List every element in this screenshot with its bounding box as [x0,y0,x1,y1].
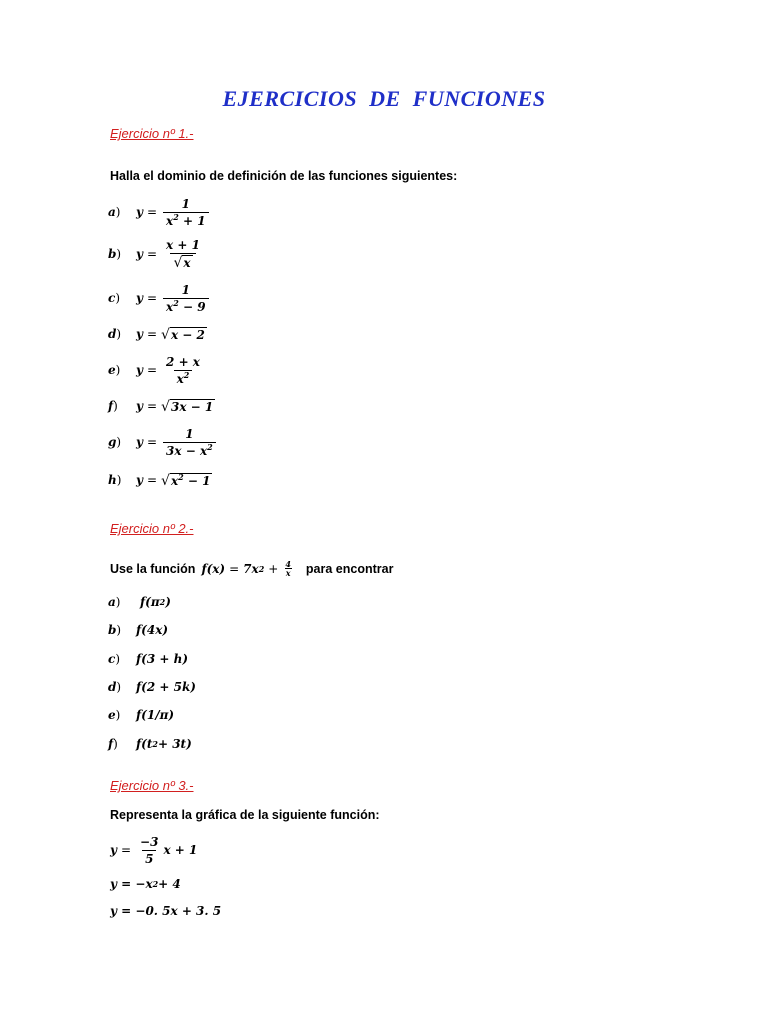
exercise-1-item-f [108,390,215,422]
item-label: d) [108,327,122,341]
exercise-3-statement: Representa la gráfica de la siguiente función: [110,808,380,822]
exercise-3-function-2: y = −x 2 + 4 [110,877,181,891]
math-expression: y = √ 3x − 1 [136,398,214,415]
item-label: b) [108,623,122,637]
fraction: $\frac{4}{x}$ [285,559,291,578]
exercise-1-item-h [108,464,212,496]
fraction: x + 1 √ x [166,238,200,271]
fraction: $\frac{1}{x^2 + 1}$ [163,197,209,228]
item-label: h) [108,473,122,487]
math-expression: y = x + 1 √ x [136,238,205,270]
item-label: e) [108,363,121,377]
math-expression: y = $\frac{1}{x^2 + 1}$ [136,197,211,228]
exercise-2-item-c: c) f(3 + h) [108,652,189,666]
page-title: EJERCICIOS DE FUNCIONES [222,86,546,111]
exercise-1-item-d [108,318,207,350]
fraction: $\frac{-3}{5}$ [140,834,159,866]
item-label: c) [108,291,120,305]
item-label: c) [108,652,120,666]
exercise-2-item-f: f) f(t 2 + 3t) [108,737,192,751]
item-label: e) [108,708,121,722]
math-expression: y = √ x − 2 [136,326,205,343]
exercise-2-statement: Use la función f(x) = 7x 2 + $\frac{4}{x}$ para encontrar [110,559,394,578]
math-expression: y = $\frac{2 + x}{x^2}$ [136,355,205,386]
square-root: √ 3x − 1 [161,398,214,415]
item-label: a) [108,595,121,609]
exercise-3-function-3: y = −0. 5x + 3. 5 [110,904,222,918]
fraction: $\frac{2 + x}{x^2}$ [166,354,200,386]
fraction: $\frac{1}{x^2 - 9}$ [163,283,209,314]
exercise-1-item-g [108,426,218,458]
math-expression: y = $\frac{1}{x^2 - 9}$ [136,283,211,314]
exercise-1-statement: Halla el dominio de definición de las funciones siguientes: [110,169,458,183]
exercise-2-item-e: e) f(1/π) [108,708,175,722]
square-root: √ $x^2 - 1$ [161,471,211,489]
math-expression: y = $\frac{1}{3x - x^2}$ [136,427,218,458]
item-label: b) [108,247,122,261]
math-expression: y = √ $x^2 - 1$ [136,471,211,489]
exercise-1-item-b [108,238,205,270]
item-label: f) [108,399,118,413]
exercise-2-item-b: b) f(4x) [108,623,169,637]
exercise-2-heading: Ejercicio nº 2.- [110,521,194,536]
item-label: d) [108,680,122,694]
item-label: f) [108,737,118,751]
item-label: g) [108,435,122,449]
exercise-1-item-c [108,282,211,314]
exercise-3-heading: Ejercicio nº 3.- [110,778,194,793]
exercise-3-function-1: y = $\frac{-3}{5}$ x + 1 [110,834,198,866]
fraction: $\frac{1}{3x - x^2}$ [163,427,216,458]
exercise-1-heading: Ejercicio nº 1.- [110,126,194,141]
square-root: √ x − 2 [161,326,205,343]
function-definition: f(x) = 7x 2 + $\frac{4}{x}$ [201,559,291,578]
exercise-1-item-e [108,354,205,386]
exercise-1-item-a [108,196,211,228]
item-label: a) [108,205,121,219]
exercise-2-item-a: a) f(π 2 ) [108,595,171,609]
exercise-2-item-d: d) f(2 + 5k) [108,680,196,694]
